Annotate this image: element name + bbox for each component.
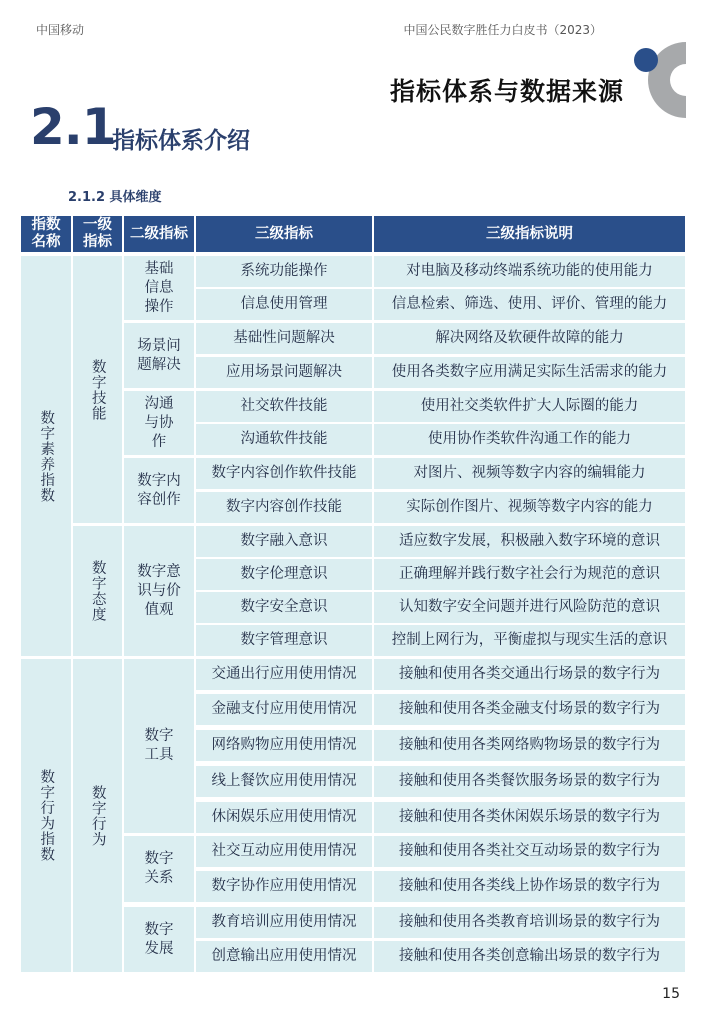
level3-indicator: 系统功能操作 <box>196 256 372 287</box>
level3-description: 使用协作类软件沟通工作的能力 <box>374 424 685 455</box>
level3-description: 使用社交类软件扩大人际圈的能力 <box>374 391 685 422</box>
level3-description: 信息检索、筛选、使用、评价、管理的能力 <box>374 289 685 320</box>
level3-description: 接触和使用各类教育培训场景的数字行为 <box>374 907 685 938</box>
chapter-number: 2.1 <box>30 98 116 156</box>
level2-indicator: 数字工具 <box>124 659 194 833</box>
chapter-title: 指标体系介绍 <box>112 128 250 154</box>
level3-description: 正确理解并践行数字社会行为规范的意识 <box>374 559 685 590</box>
level1-indicator: 数字技能 <box>73 256 122 523</box>
level3-description: 接触和使用各类交通出行场景的数字行为 <box>374 659 685 690</box>
level3-indicator: 休闲娱乐应用使用情况 <box>196 802 372 833</box>
level3-indicator: 数字管理意识 <box>196 625 372 656</box>
level3-indicator: 教育培训应用使用情况 <box>196 907 372 938</box>
level3-description: 接触和使用各类网络购物场景的数字行为 <box>374 730 685 761</box>
section-title: 指标体系与数据来源 <box>389 77 624 106</box>
level2-indicator: 基础信息操作 <box>124 256 194 320</box>
level3-description: 接触和使用各类金融支付场景的数字行为 <box>374 694 685 725</box>
level3-indicator: 交通出行应用使用情况 <box>196 659 372 690</box>
level3-indicator: 社交软件技能 <box>196 391 372 422</box>
level1-indicator: 数字态度 <box>73 526 122 656</box>
level3-indicator: 数字内容创作软件技能 <box>196 458 372 489</box>
level2-indicator: 数字意识与价值观 <box>124 526 194 656</box>
level3-indicator: 数字内容创作技能 <box>196 492 372 523</box>
level3-indicator: 社交互动应用使用情况 <box>196 836 372 867</box>
header-org: 中国移动 <box>36 23 85 37</box>
level3-description: 认知数字安全问题并进行风险防范的意识 <box>374 592 685 623</box>
level3-indicator: 基础性问题解决 <box>196 323 372 354</box>
table-header-2: 一级指标 <box>73 216 122 252</box>
header-doc-title: 中国公民数字胜任力白皮书（2023） <box>403 23 602 37</box>
decorative-ring-icon <box>628 40 688 122</box>
level3-description: 实际创作图片、视频等数字内容的能力 <box>374 492 685 523</box>
index-name: 数字素养指数 <box>21 256 71 656</box>
level3-description: 接触和使用各类餐饮服务场景的数字行为 <box>374 766 685 797</box>
level2-indicator: 场景问题解决 <box>124 323 194 388</box>
level2-indicator: 数字关系 <box>124 836 194 902</box>
level2-indicator: 数字发展 <box>124 907 194 972</box>
level3-indicator: 数字伦理意识 <box>196 559 372 590</box>
level2-indicator: 沟通与协作 <box>124 391 194 455</box>
level3-indicator: 数字协作应用使用情况 <box>196 871 372 902</box>
level3-description: 控制上网行为，平衡虚拟与现实生活的意识 <box>374 625 685 656</box>
level3-description: 解决网络及软硬件故障的能力 <box>374 323 685 354</box>
level3-indicator: 网络购物应用使用情况 <box>196 730 372 761</box>
level2-indicator: 数字内容创作 <box>124 458 194 523</box>
level3-indicator: 沟通软件技能 <box>196 424 372 455</box>
level3-description: 使用各类数字应用满足实际生活需求的能力 <box>374 357 685 388</box>
subsection-title: 2.1.2 具体维度 <box>68 190 162 205</box>
level3-indicator: 应用场景问题解决 <box>196 357 372 388</box>
level3-description: 接触和使用各类线上协作场景的数字行为 <box>374 871 685 902</box>
level3-description: 对图片、视频等数字内容的编辑能力 <box>374 458 685 489</box>
level3-description: 对电脑及移动终端系统功能的使用能力 <box>374 256 685 287</box>
level3-indicator: 数字融入意识 <box>196 526 372 557</box>
level3-description: 接触和使用各类创意输出场景的数字行为 <box>374 941 685 972</box>
table-header-3: 二级指标 <box>124 216 194 252</box>
level3-indicator: 创意输出应用使用情况 <box>196 941 372 972</box>
table-header-4: 三级指标 <box>196 216 372 252</box>
page-number: 15 <box>662 986 680 1002</box>
level3-indicator: 线上餐饮应用使用情况 <box>196 766 372 797</box>
index-name: 数字行为指数 <box>21 659 71 972</box>
level3-description: 适应数字发展，积极融入数字环境的意识 <box>374 526 685 557</box>
level3-description: 接触和使用各类休闲娱乐场景的数字行为 <box>374 802 685 833</box>
level3-indicator: 数字安全意识 <box>196 592 372 623</box>
table-header-5: 三级指标说明 <box>374 216 685 252</box>
table-header-1: 指数名称 <box>21 216 71 252</box>
level1-indicator: 数字行为 <box>73 659 122 972</box>
level3-indicator: 信息使用管理 <box>196 289 372 320</box>
level3-indicator: 金融支付应用使用情况 <box>196 694 372 725</box>
level3-description: 接触和使用各类社交互动场景的数字行为 <box>374 836 685 867</box>
